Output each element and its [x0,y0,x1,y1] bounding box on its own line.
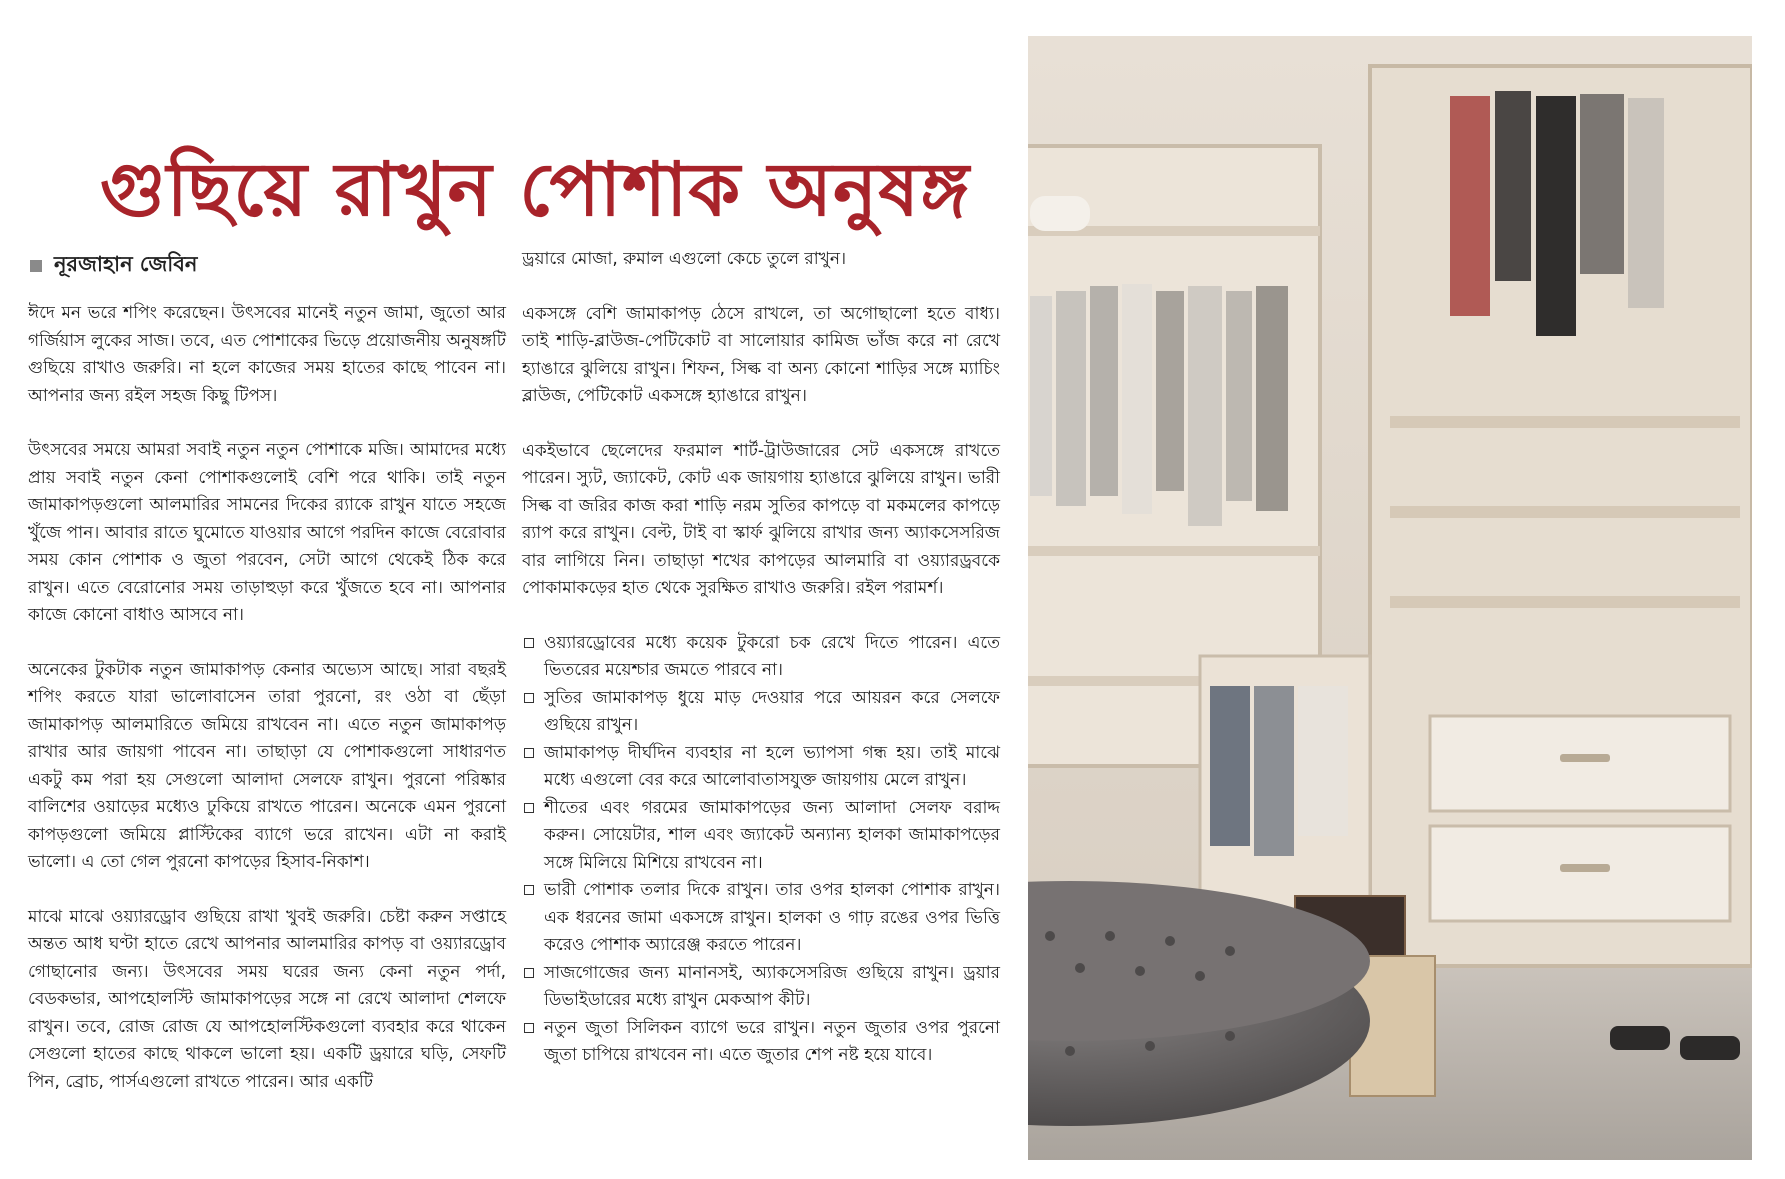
tip-text: ওয়্যারড্রোবের মধ্যে কয়েক টুকরো চক রেখে দিতে পারেন। এতে ভিতরের ময়েশ্চার জমতে পারবে না। [544,632,1000,680]
paragraph: ঈদে মন ভরে শপিং করেছেন। উৎসবের মানেই নতুন জামা, জুতো আর গর্জিয়াস লুকের সাজ। তবে, এত পোশাকের ভিড়ে প্রয়োজনীয় অনুষঙ্গটি গুছিয়ে রাখাও জরুরি। না হলে কাজের সময় হাতের কাছে পাবেন না। আপনার জন্য রইল সহজ কিছু টিপস। [28,303,506,406]
checkbox-bullet-icon [524,638,534,648]
tip-item [522,795,1000,878]
tip-item [522,740,1000,795]
checkbox-bullet-icon [524,803,534,813]
paragraph: একইভাবে ছেলেদের ফরমাল শার্ট-ট্রাউজারের সেট একসঙ্গে রাখতে পারেন। স্যুট, জ্যাকেট, কোট এক জায়গায় হ্যাঙারে ঝুলিয়ে রাখুন। ভারী সিল্ক বা জরির কাজ করা শাড়ি নরম সুতির কাপড়ে বা মকমলের কাপড়ে র‍্যাপ করে রাখুন। বেল্ট, টাই বা স্কার্ফ ঝুলিয়ে রাখার জন্য অ্যাকসেসরিজ বার লাগিয়ে নিন। তাছাড়া শখের কাপড়ের আলমারি বা ওয়্যারড্রবকে পোকামাকড়ের হাত থেকে সুরক্ষিত রাখাও জরুরি। রইল পরামর্শ। [522,440,1000,598]
tip-item [522,877,1000,960]
paragraph: একসঙ্গে বেশি জামাকাপড় ঠেসে রাখলে, তা অগোছালো হতে বাধ্য। তাই শাড়ি-ব্লাউজ-পেটিকোট বা সালোয়ার কামিজ ভাঁজ করে না রেখে হ্যাঙারে ঝুলিয়ে রাখুন। শিফন, সিল্ক বা অন্য কোনো শাড়ির সঙ্গে ম্যাচিং ব্লাউজ, পেটিকোট একসঙ্গে হ্যাঙারে রাখুন। [522,303,1000,406]
checkbox-bullet-icon [524,885,534,895]
paragraph: মাঝে মাঝে ওয়্যারড্রোব গুছিয়ে রাখা খুবই জরুরি। চেষ্টা করুন সপ্তাহে অন্তত আধ ঘণ্টা হাতে রেখে আপনার আলমারির কাপড় বা ওয়্যারড্রোব গোছানোর জন্য। উৎসবের সময় ঘরের জন্য কেনা নতুন পর্দা, বেডকভার, আপহোলস্টি জামাকাপড়ের সঙ্গে না রেখে আলাদা শেলফে রাখুন। তবে, রোজ রোজ যে আপহোলস্টিকগুলো ব্যবহার করে থাকেন সেগুলো হাতের কাছে থাকলে ভালো হয়। একটি ড্রয়ারে ঘড়ি, সেফটি পিন, ব্রোচ, পার্সএগুলো রাখতে পারেন। আর একটি [28,906,506,1092]
paragraph: উৎসবের সময়ে আমরা সবাই নতুন নতুন পোশাকে মজি। আমাদের মধ্যে প্রায় সবাই নতুন কেনা পোশাকগুলোই বেশি পরে থাকি। তাই নতুন জামাকাপড়গুলো আলমারির সামনের দিকের র‍্যাকে রাখুন যাতে সহজে খুঁজে পান। আবার রাতে ঘুমোতে যাওয়ার আগে পরদিন কাজে বেরোবার সময় কোন পোশাক ও জুতা পরবেন, সেটা আগে থেকেই ঠিক করে রাখুন। এতে বেরোনোর সময় তাড়াহুড়া করে খুঁজতে হবে না। আপনার কাজে কোনো বাধাও আসবে না। [28,440,506,625]
tip-text: সুতির জামাকাপড় ধুয়ে মাড় দেওয়ার পরে আয়রন করে সেলফে গুছিয়ে রাখুন। [544,687,1000,735]
tips-list [522,630,1000,1070]
author-name: নূরজাহান জেবিন [54,252,198,276]
tip-text: সাজগোজের জন্য মানানসই, অ্যাকসেসরিজ গুছিয়ে রাখুন। ড্রয়ার ডিভাইডারের মধ্যে রাখুন মেকআপ কীট। [544,962,1000,1010]
tip-text: ভারী পোশাক তলার দিকে রাখুন। তার ওপর হালকা পোশাক রাখুন। এক ধরনের জামা একসঙ্গে রাখুন। হালকা ও গাঢ় রঙের ওপর ভিত্তি করেও পোশাক অ্যারেঞ্জ করতে পারেন। [544,880,1000,955]
checkbox-bullet-icon [524,693,534,703]
checkbox-bullet-icon [524,1023,534,1033]
panel-bottom-extension [730,1132,1028,1179]
checkbox-bullet-icon [524,748,534,758]
byline-bullet-icon [30,260,42,272]
tip-text: শীতের এবং গরমের জামাকাপড়ের জন্য আলাদা সেলফ বরাদ্দ করুন। সোয়েটার, শাল এবং জ্যাকেট অন্যান্য হালকা জামাকাপড়ের সঙ্গে মিলিয়ে মিশিয়ে রাখবেন না। [544,797,1000,873]
headline: গুছিয়ে রাখুন পোশাক অনুষঙ্গ [100,146,971,233]
checkbox-bullet-icon [524,968,534,978]
tip-item [522,685,1000,740]
paragraph: অনেকের টুকটাক নতুন জামাকাপড় কেনার অভ্যেস আছে। সারা বছরই শপিং করতে যারা ভালোবাসেন তারা পুরনো, রং ওঠা বা ছেঁড়া জামাকাপড় আলমারিতে জমিয়ে রাখবেন না। এতে নতুন জামাকাপড় রাখার আর জায়গা পাবেন না। তাছাড়া যে পোশাকগুলো সাধারণত একটু কম পরা হয় সেগুলো আলাদা সেলফে রাখুন। পুরনো পরিষ্কার বালিশের ওয়াড়ের মধ্যেও ঢুকিয়ে রাখতে পারেন। অনেকে এমন পুরনো কাপড়গুলো জমিয়ে প্লাস্টিকের ব্যাগে ভরে রাখেন। এটা না করাই ভালো। এ তো গেল পুরনো কাপড়ের হিসাব-নিকাশ। [28,659,506,872]
paragraph: ড্রয়ারে মোজা, রুমাল এগুলো কেচে তুলে রাখুন। [522,249,847,269]
byline [30,248,197,283]
tip-text: নতুন জুতা সিলিকন ব্যাগে ভরে রাখুন। নতুন জুতার ওপর পুরনো জুতা চাপিয়ে রাখবেন না। এতে জুতার শেপ নষ্ট হয়ে যাবে। [544,1017,1000,1065]
tip-text: জামাকাপড় দীর্ঘদিন ব্যবহার না হলে ভ্যাপসা গন্ধ হয়। তাই মাঝে মধ্যে এগুলো বের করে আলোবাতাসযুক্ত জায়গায় মেলে রাখুন। [544,742,1000,790]
right-column [522,246,1000,1070]
tip-item [522,960,1000,1015]
tip-item [522,630,1000,685]
tip-item [522,1015,1000,1070]
left-column [28,300,506,1123]
